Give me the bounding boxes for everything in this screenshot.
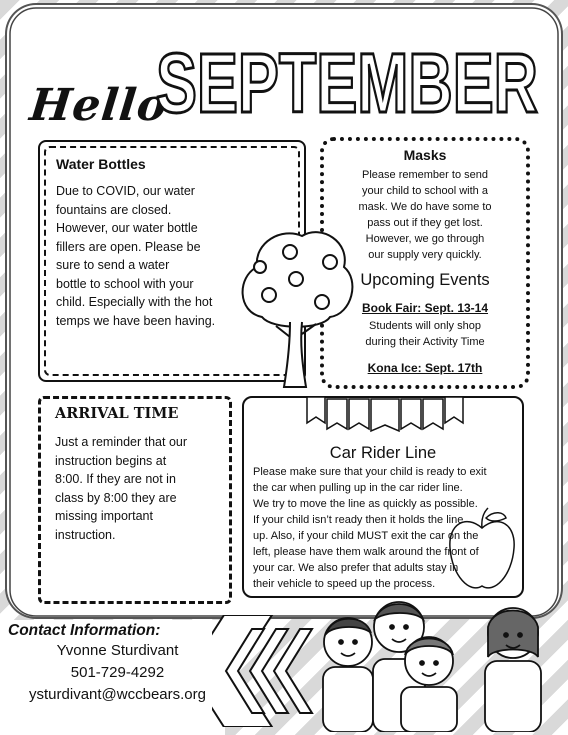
water-bottles-title: Water Bottles	[56, 156, 146, 172]
banner-icon	[305, 393, 465, 433]
apple-icon	[446, 506, 518, 598]
masks-text: Please remember to send your child to school with a mask. We do have some to pass out if they get lost. However, we go through our supply very quickly.	[358, 169, 492, 261]
book-fair-label: Book Fair: Sept. 13-14	[361, 301, 489, 315]
contact-email[interactable]: ysturdivant@wccbears.org	[29, 686, 206, 703]
contact-title: Contact Information:	[8, 622, 161, 639]
kids-icon	[313, 597, 563, 732]
contact-phone: 501-729-4292	[70, 664, 165, 681]
month-heading-text: SEPTEMBER	[156, 36, 538, 130]
chevrons-icon	[212, 615, 320, 727]
hello-heading: Hello	[27, 80, 171, 131]
contact-name: Yvonne Sturdivant	[56, 642, 179, 659]
book-fair-text: Students will only shop during their Activity Time	[365, 320, 485, 348]
arrival-time-box	[38, 396, 232, 604]
arrival-title: ARRIVAL TIME	[55, 405, 179, 422]
kona-ice-label: Kona Ice: Sept. 17th	[367, 361, 483, 375]
month-heading	[152, 22, 542, 132]
masks-title: Masks	[403, 147, 447, 163]
arrival-text: Just a reminder that our instruction begins at 8:00. If they are not in class by 8:00 they are missing important instruction.	[55, 435, 188, 542]
events-title: Upcoming Events	[360, 271, 490, 289]
water-bottles-text: Due to COVID, our water fountains are closed. However, our water bottle fillers are open. Please be sure to send a water bottle to school with your child. Especially with the hot temps we have been having.	[56, 184, 216, 328]
car-rider-title: Car Rider Line	[329, 444, 437, 462]
car-rider-text: Please make sure that your child is ready to exit the car when pulling up in the car rider line. We try to move the line as quickly as possible. If your child isn’t ready then it holds the line up. Also, if your child MUST exit the car on the left, please have them walk around the front of your car. We also prefer that adults stay in their vehicle to speed up the process.	[253, 466, 487, 590]
apple-tree-icon	[232, 222, 360, 390]
